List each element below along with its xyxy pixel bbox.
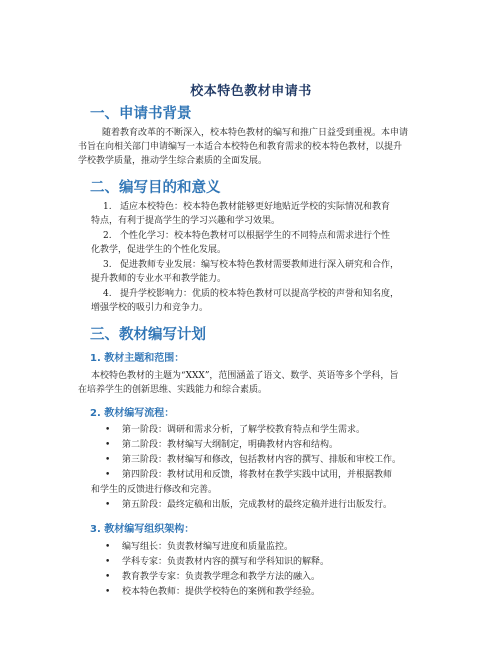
list-number: 3.: [103, 260, 112, 270]
organization-bullet-text: 编写组长：负责教材编写进度和质量监控。: [122, 542, 294, 552]
process-bullet-text: 第三阶段：教材编写和修改，包括教材内容的撰写、排版和审校工作。: [122, 455, 402, 465]
bullet-point: •: [105, 455, 111, 465]
organization-bullet-text: 学科专家：负责教材内容的撰写和学科知识的解释。: [122, 557, 330, 567]
bullet-point: •: [105, 470, 111, 480]
purpose-item-line: 化教学，促进学生的个性化发展。: [91, 245, 227, 255]
bullet-point: •: [105, 500, 111, 510]
process-bullet-continuation: 和学生的反馈进行修改和完善。: [91, 485, 218, 495]
bullet-point: •: [105, 425, 111, 435]
section-heading-background: 一、申请书背景: [90, 106, 192, 122]
document-title: 校本特色教材申请书: [190, 84, 312, 99]
subsection-heading-process: 2. 教材编写流程：: [90, 408, 175, 419]
list-number: 1.: [103, 202, 112, 212]
bullet-point: •: [105, 542, 111, 552]
bullet-point: •: [105, 572, 111, 582]
subsection-heading-organization: 3. 教材编写组织架构：: [90, 524, 195, 535]
purpose-item-line: 特点，有利于提高学生的学习兴趣和学习效果。: [91, 216, 281, 226]
process-bullet-text: 第二阶段：教材编写大纲制定，明确教材内容和结构。: [122, 440, 339, 450]
theme-paragraph-line: 本校特色教材的主题为“XXX”，范围涵盖了语文、数学、英语等多个学科，旨: [91, 371, 399, 381]
section-heading-purpose: 二、编写目的和意义: [90, 180, 221, 196]
background-paragraph-line: 学校教学质量，推动学生综合素质的全面发展。: [78, 156, 268, 166]
process-bullet-text: 第一阶段：调研和需求分析，了解学校教育特点和学生需求。: [122, 425, 366, 435]
process-bullet-text: 第五阶段：最终定稿和出版，完成教材的最终定稿并进行出版发行。: [122, 500, 393, 510]
purpose-item-line: 提升教师的专业水平和教学能力。: [91, 274, 227, 284]
purpose-item-line: 促进教师专业发展：编写校本特色教材需要教师进行深入研究和合作，: [120, 260, 400, 270]
list-number: 4.: [103, 289, 112, 299]
purpose-item-line: 提升学校影响力：优质的校本特色教材可以提高学校的声誉和知名度，: [120, 289, 400, 299]
purpose-item-line: 适应本校特色：校本特色教材能够更好地贴近学校的实际情况和教育: [120, 202, 391, 212]
list-number: 2.: [103, 231, 112, 241]
bullet-point: •: [105, 440, 111, 450]
organization-bullet-text: 校本特色教师：提供学校特色的案例和教学经验。: [122, 587, 321, 597]
organization-bullet-text: 教育教学专家：负责教学理念和教学方法的融入。: [122, 572, 321, 582]
process-bullet-text: 第四阶段：教材试用和反馈，将教材在教学实践中试用，并根据教师: [122, 470, 393, 480]
subsection-heading-theme: 1. 教材主题和范围：: [90, 353, 185, 364]
background-paragraph-line: 随着教育改革的不断深入，校本特色教材的编写和推广日益受到重视。本申请: [102, 128, 409, 138]
theme-paragraph-line: 在培养学生的创新思维、实践能力和综合素质。: [78, 385, 268, 395]
bullet-point: •: [105, 587, 111, 597]
section-heading-plan: 三、教材编写计划: [90, 327, 206, 343]
background-paragraph-line: 书旨在向相关部门申请编写一本适合本校特色和教育需求的校本特色教材，以提升: [78, 142, 403, 152]
purpose-item-line: 增强学校的吸引力和竞争力。: [91, 303, 209, 313]
purpose-item-line: 个性化学习：校本特色教材可以根据学生的不同特点和需求进行个性: [120, 231, 391, 241]
bullet-point: •: [105, 557, 111, 567]
